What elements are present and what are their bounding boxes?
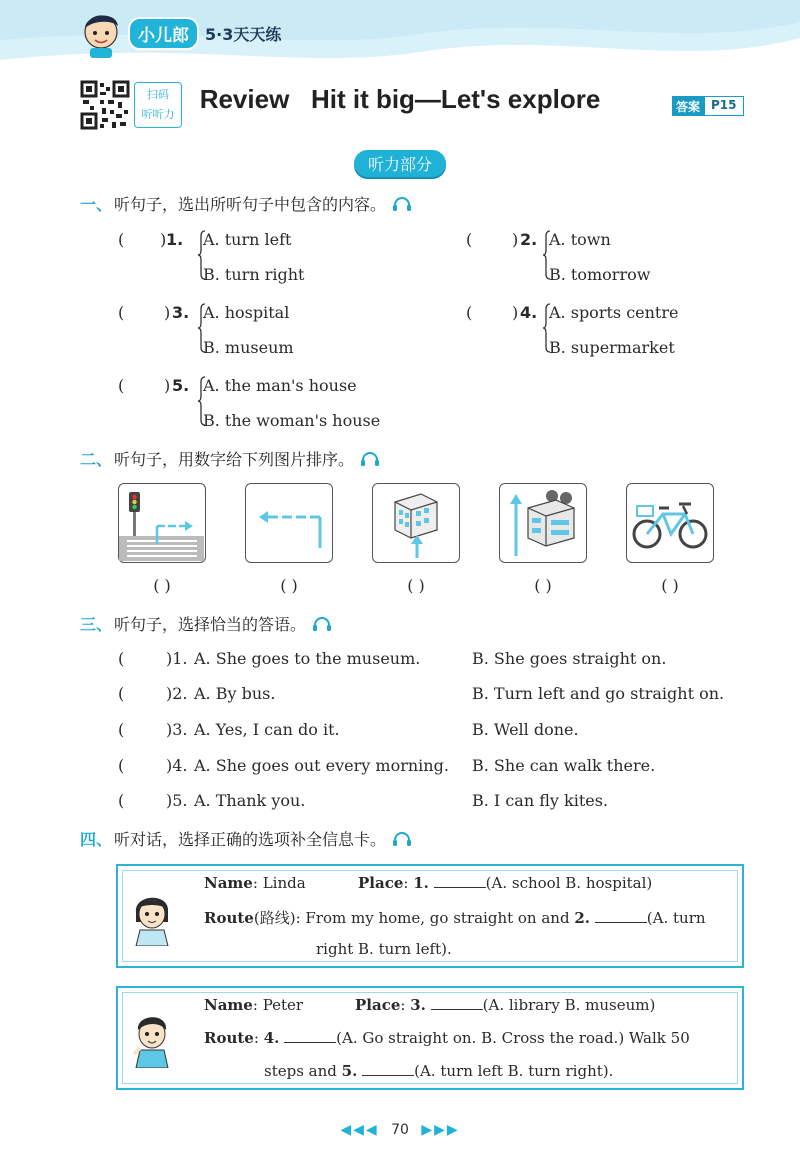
place-options: (A. library B. museum): [482, 996, 656, 1014]
answer-blank[interactable]: [595, 909, 647, 923]
option-b: B. the woman's house: [203, 411, 381, 430]
card2-route-line2: [264, 1062, 613, 1080]
route-cn-label: (路线): [253, 909, 296, 927]
option-b: B. museum: [203, 338, 294, 357]
part2-heading: [80, 447, 380, 470]
scan-label-line2: 听听力: [141, 108, 175, 121]
headphone-icon: [392, 831, 412, 847]
answer-blank[interactable]: [431, 996, 483, 1010]
card1-place-row: Place: 1. (A. school B. hospital): [358, 874, 653, 892]
name-value: Peter: [262, 996, 304, 1014]
boy-mascot-icon: [78, 8, 124, 58]
page-title: Review Hit it big—Let's explore: [199, 84, 601, 114]
headphone-icon: [392, 196, 412, 212]
option-b: B. She goes straight on.: [472, 649, 667, 668]
info-card-peter: [116, 986, 744, 1090]
place-label: Place: [358, 874, 404, 892]
question-number: )4.: [166, 756, 188, 775]
option-b: B. I can fly kites.: [472, 791, 609, 810]
scan-label-line1: 扫码: [147, 88, 169, 101]
route-options: (A. Go straight on. B. Cross the road.) Walk 50: [336, 1029, 690, 1047]
route-option-a: (A. turn: [646, 909, 706, 927]
option-b: B. supermarket: [549, 338, 675, 357]
part4-instruction: 听对话，选择正确的选项补全信息卡。: [114, 830, 387, 849]
boy-avatar-icon: [130, 1008, 174, 1068]
part2-instruction: 听句子，用数字给下列图片排序。: [114, 450, 355, 469]
question-number: 3.: [172, 303, 190, 322]
picture-answer-paren[interactable]: ( ): [407, 576, 425, 595]
answer-paren-close: ): [160, 230, 167, 249]
option-a: A. By bus.: [194, 684, 276, 703]
option-a: A. Thank you.: [194, 791, 306, 810]
answer-paren[interactable]: (: [118, 376, 125, 395]
route-text: From my home, go straight on and: [305, 909, 570, 927]
part1-number: 一、: [80, 195, 113, 214]
cinema-building-arrow-icon: [500, 484, 585, 561]
blank-number: 3.: [410, 996, 426, 1014]
bicycle-icon: [627, 484, 712, 561]
answer-paren[interactable]: (: [118, 303, 125, 322]
card2-name-row: Name: Peter: [204, 996, 304, 1014]
route-label: Route: [204, 909, 254, 927]
option-a: A. She goes out every morning.: [194, 756, 449, 775]
brand-subtitle: 5·3天天练: [205, 24, 282, 44]
blank-number: 5.: [341, 1062, 358, 1080]
answer-paren[interactable]: (: [466, 230, 473, 249]
picture-answer-paren[interactable]: ( ): [153, 576, 171, 595]
picture-card: [372, 483, 460, 563]
answer-page: P15: [704, 96, 744, 116]
answer-paren[interactable]: (: [118, 649, 125, 668]
headphone-icon: [312, 616, 332, 632]
answer-paren-close: ): [512, 230, 519, 249]
page-number: 70: [391, 1122, 409, 1138]
picture-card: [626, 483, 714, 563]
option-a: A. hospital: [203, 303, 290, 322]
answer-blank[interactable]: [284, 1029, 336, 1043]
option-a: A. the man's house: [203, 376, 357, 395]
answer-paren[interactable]: (: [118, 791, 125, 810]
part1-heading: [80, 192, 412, 215]
name-label: Name: [204, 996, 253, 1014]
picture-answer-paren[interactable]: ( ): [661, 576, 679, 595]
part2-number: 二、: [80, 450, 113, 469]
answer-paren[interactable]: (: [118, 684, 125, 703]
question-number: 4.: [520, 303, 538, 322]
picture-answer-paren[interactable]: ( ): [534, 576, 552, 595]
picture-card: [499, 483, 587, 563]
option-b: B. tomorrow: [549, 265, 651, 284]
option-a: A. sports centre: [549, 303, 679, 322]
option-b: B. Well done.: [472, 720, 579, 739]
picture-card: [118, 483, 206, 563]
route-label: Route: [204, 1029, 254, 1047]
section-label: [0, 150, 800, 177]
part3-instruction: 听句子，选择恰当的答语。: [114, 615, 307, 634]
answer-blank[interactable]: [434, 874, 486, 888]
card2-route-row: Route: 4. (A. Go straight on. B. Cross the road.) Walk 50: [204, 1029, 690, 1047]
answer-page-tag: [672, 96, 744, 116]
answer-paren[interactable]: (: [466, 303, 473, 322]
route-options2: (A. turn left B. turn right).: [414, 1062, 614, 1080]
option-b: B. turn right: [203, 265, 305, 284]
answer-paren-close: ): [164, 303, 171, 322]
picture-answer-paren[interactable]: ( ): [280, 576, 298, 595]
option-b: B. Turn left and go straight on.: [472, 684, 725, 703]
place-options: (A. school B. hospital): [485, 874, 653, 892]
place-label: Place: [355, 996, 401, 1014]
turn-left-arrow-icon: [246, 484, 331, 561]
right-arrows-icon: ▶▶▶: [421, 1122, 460, 1138]
blank-number: 1.: [413, 874, 429, 892]
question-number: )5.: [166, 791, 188, 810]
question-number: )1.: [166, 649, 188, 668]
answer-paren-close: ): [164, 376, 171, 395]
page-footer: [0, 1122, 800, 1138]
answer-paren[interactable]: (: [118, 230, 125, 249]
card1-route-row: Route(路线): From my home, go straight on and 2. (A. turn: [204, 909, 706, 927]
name-label: Name: [204, 874, 253, 892]
option-b: B. She can walk there.: [472, 756, 656, 775]
headphone-icon: [360, 451, 380, 467]
answer-blank[interactable]: [362, 1062, 414, 1076]
option-a: A. turn left: [203, 230, 292, 249]
answer-paren[interactable]: (: [118, 756, 125, 775]
part3-heading: [80, 612, 332, 635]
question-number: )3.: [166, 720, 188, 739]
question-number: )2.: [166, 684, 188, 703]
traffic-light-crossing-icon: [119, 484, 204, 561]
part1-instruction: 听句子，选出所听句子中包含的内容。: [114, 195, 387, 214]
brand-logo: [78, 8, 281, 58]
building-straight-arrow-icon: [373, 484, 458, 561]
answer-paren[interactable]: (: [118, 720, 125, 739]
section-label-text: 听力部分: [354, 150, 446, 177]
option-a: A. Yes, I can do it.: [194, 720, 340, 739]
blank-number: 4.: [263, 1029, 280, 1047]
option-a: A. She goes to the museum.: [194, 649, 421, 668]
girl-avatar-icon: [130, 886, 174, 946]
answer-label: 答案: [672, 96, 704, 116]
brand-name: 小儿郎: [128, 17, 199, 50]
part4-heading: [80, 827, 412, 850]
info-card-linda: [116, 864, 744, 968]
card1-name-row: Name: Linda: [204, 874, 306, 892]
route-line2-text: steps and: [264, 1062, 337, 1080]
part4-number: 四、: [80, 830, 113, 849]
blank-number: 2.: [574, 909, 591, 927]
question-number: 2.: [520, 230, 538, 249]
question-number: 5.: [172, 376, 190, 395]
answer-paren-close: ): [512, 303, 519, 322]
picture-card: [245, 483, 333, 563]
card1-route-line2: right B. turn left).: [316, 940, 452, 958]
card2-place-row: Place: 3. (A. library B. museum): [355, 996, 656, 1014]
option-a: A. town: [549, 230, 611, 249]
question-number: 1.: [166, 230, 184, 249]
part3-number: 三、: [80, 615, 113, 634]
left-arrows-icon: ◀◀◀: [340, 1122, 379, 1138]
name-value: Linda: [262, 874, 306, 892]
